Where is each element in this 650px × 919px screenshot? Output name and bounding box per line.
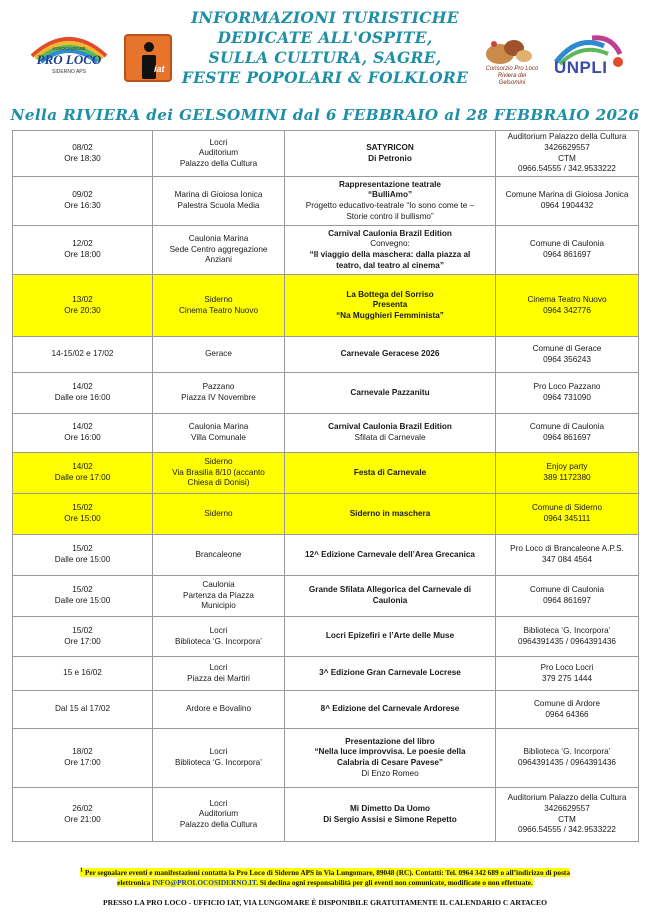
event-date	[13, 788, 153, 842]
event-date-line: 15/02	[72, 625, 93, 635]
event-place-line: Caulonia Marina	[188, 234, 249, 244]
event-title	[285, 275, 496, 337]
event-date-line: 09/02	[72, 190, 93, 200]
title-line: DEDICATE ALL'OSPITE,	[217, 28, 433, 47]
event-contact-line: 0964391435 / 0964391436	[518, 758, 616, 767]
event-date-line: Ore 16:30	[64, 201, 101, 210]
event-contact	[496, 373, 639, 414]
event-place-line: Cinema Teatro Nuovo	[178, 305, 259, 315]
pro-loco-logo	[26, 26, 112, 82]
event-title	[285, 414, 496, 453]
event-date-line: 13/02	[72, 294, 93, 304]
event-date-line: 14-15/02 e 17/02	[51, 349, 114, 359]
event-place-line: Brancaleone	[195, 549, 242, 559]
event-contact-line: 0964 1904432	[540, 201, 594, 210]
event-place-line: Locri	[209, 137, 228, 147]
event-place-line: Siderno	[204, 457, 233, 467]
event-date-line: 15/02	[72, 544, 93, 554]
event-title-line: Carnival Caulonia Brazil Edition	[328, 422, 452, 432]
event-date-line: 08/02	[72, 142, 93, 152]
event-date-line: 12/02	[72, 239, 93, 249]
event-place	[153, 576, 285, 617]
unpli-logo	[548, 32, 628, 84]
event-place-line: Villa Comunale	[191, 433, 246, 442]
event-title	[285, 337, 496, 373]
event-contact	[496, 576, 639, 617]
event-contact	[496, 453, 639, 494]
footer-text-3: . Si declina ogni responsabilità per gli eventi non comunicate, modificate o non effettuate.	[256, 878, 533, 888]
event-contact	[496, 131, 639, 177]
event-date-line: Dal 15 al 17/02	[54, 704, 111, 714]
event-date-line: Ore 15:00	[64, 514, 101, 523]
event-contact-line: Pro Loco Pazzano	[533, 382, 601, 392]
event-date	[13, 691, 153, 729]
event-title-line: 8^ Edizione del Carnevale Ardorese	[320, 704, 460, 714]
event-place-line: Gerace	[205, 349, 232, 359]
event-place-line: Auditorium	[198, 148, 239, 158]
event-date	[13, 414, 153, 453]
event-date	[13, 275, 153, 337]
event-date	[13, 494, 153, 535]
event-contact-line: Comune di Caulonia	[529, 585, 605, 595]
event-contact-line: Biblioteca ‘G. Incorpora’	[523, 747, 611, 757]
event-place	[153, 617, 285, 657]
event-contact-line: Comune di Caulonia	[529, 422, 605, 432]
event-title-line: Caulonia	[372, 596, 408, 605]
event-title-line: Storie contro il bullismo”	[346, 211, 434, 221]
event-place-line: Locri	[209, 798, 228, 808]
event-row	[13, 535, 639, 576]
events-table	[12, 130, 639, 842]
event-date-line: Ore 17:00	[64, 758, 101, 767]
event-contact-line: Comune di Gerace	[532, 343, 602, 353]
event-place-line: Biblioteca ‘G. Incorpora’	[175, 758, 262, 767]
footer-note	[8, 866, 642, 888]
event-row	[13, 494, 639, 535]
event-place-line: Palazzo della Cultura	[179, 819, 258, 829]
event-date-line: Ore 20:30	[64, 305, 101, 315]
event-contact-line: Auditorium Palazzo della Cultura	[507, 132, 627, 142]
event-row	[13, 177, 639, 226]
event-title	[285, 729, 496, 788]
event-row	[13, 414, 639, 453]
event-place	[153, 275, 285, 337]
event-date-line: 18/02	[72, 747, 93, 757]
title-line: SULLA CULTURA, SAGRE,	[208, 48, 442, 67]
event-contact-line: 0964 345111	[543, 514, 591, 523]
event-place	[153, 729, 285, 788]
event-date	[13, 729, 153, 788]
event-place	[153, 788, 285, 842]
unpli-logo-text: UNPLI	[554, 58, 608, 77]
event-place	[153, 131, 285, 177]
event-place	[153, 691, 285, 729]
event-row	[13, 617, 639, 657]
event-contact	[496, 494, 639, 535]
event-title-line: Festa di Carnevale	[353, 467, 427, 477]
event-place-line: Pazzano	[202, 382, 235, 392]
event-row	[13, 226, 639, 275]
event-place	[153, 337, 285, 373]
event-contact-line: Comune Marina di Gioiosa Jonica	[505, 190, 629, 200]
event-place-line: Locri	[209, 625, 228, 635]
event-place-line: Anziani	[205, 255, 232, 265]
event-contact	[496, 691, 639, 729]
event-place-line: Piazza IV Novembre	[181, 393, 256, 402]
iat-logo	[124, 34, 172, 82]
event-title-line: teatro, dal teatro al cinema”	[336, 260, 444, 270]
event-contact-line: 0964 342776	[543, 305, 591, 315]
event-date-line: Ore 18:00	[64, 250, 101, 259]
event-contact-line: 0964 861697	[543, 433, 591, 442]
event-place-line: Sede Centro aggregazione	[169, 244, 268, 254]
event-date-line: 26/02	[72, 803, 93, 813]
event-contact-line: 379 275 1444	[541, 673, 593, 683]
event-title-line: Siderno in maschera	[349, 508, 431, 518]
event-title-line: 3^ Edizione Gran Carnevale Locrese	[319, 668, 461, 678]
event-title-line: Mi Dimetto Da Uomo	[349, 803, 431, 813]
event-place	[153, 535, 285, 576]
event-date	[13, 535, 153, 576]
event-title	[285, 657, 496, 691]
event-place-line: Palestra Scuola Media	[177, 201, 260, 210]
iat-logo-text: iat	[154, 64, 165, 74]
event-title-line: Carnevale Pazzanitu	[350, 387, 430, 397]
event-date-line: Ore 16:00	[64, 433, 101, 442]
event-place-line: Via Brasilia 8/10 (accanto	[172, 467, 265, 477]
event-date-line: Dalle ore 17:00	[54, 473, 111, 482]
event-title	[285, 226, 496, 275]
event-title-line: “Nella luce improvvisa. Le poesie della	[314, 747, 466, 757]
event-place-line: Biblioteca ‘G. Incorpora’	[175, 636, 262, 646]
event-title-line: Sfilata di Carnevale	[354, 433, 426, 442]
event-row	[13, 131, 639, 177]
event-contact-line: 0964 64366	[545, 709, 589, 719]
event-place-line: Caulonia	[202, 580, 235, 590]
event-title-line: 12^ Edizione Carnevale dell’Area Grecanica	[305, 549, 475, 559]
event-place-line: Locri	[209, 662, 228, 672]
event-contact-line: 0964 861697	[543, 596, 591, 605]
event-place-line: Palazzo della Cultura	[179, 158, 258, 168]
event-contact	[496, 729, 639, 788]
event-date-line: Ore 18:30	[64, 153, 101, 163]
event-contact	[496, 226, 639, 275]
event-place	[153, 657, 285, 691]
event-contact-line: Auditorium Palazzo della Cultura	[507, 793, 627, 803]
event-row	[13, 691, 639, 729]
event-date-line: Dalle ore 15:00	[54, 596, 111, 605]
event-title-line: “BulliAmo”	[367, 190, 413, 200]
footer-email-link[interactable]: INFO@PROLOCOSIDERNO.IT	[152, 878, 257, 888]
event-date	[13, 617, 153, 657]
event-title	[285, 494, 496, 535]
consorzio-logo-text: Consorzio Pro Loco Riviera dei Gelsomini	[485, 66, 539, 86]
event-date-line: 15 e 16/02	[63, 668, 102, 678]
event-title-line: Di Sergio Assisi e Simone Repetto	[323, 814, 457, 824]
event-date-line: 15/02	[72, 585, 93, 595]
pro-loco-logo-top: ASSOCIAZIONE	[52, 46, 86, 51]
event-contact-line: Comune di Siderno	[531, 503, 603, 513]
event-title-line: SATYRICON	[366, 142, 414, 152]
event-place-line: Municipio	[201, 601, 236, 611]
event-row	[13, 729, 639, 788]
event-contact-line: Comune di Ardore	[534, 698, 600, 708]
footer-bottom-line: PRESSO LA PRO LOCO - UFFICIO IAT, VIA LUNGOMARE È DISPONIBILE GRATUITAMENTE IL CALENDARIO C ARTACEO	[102, 898, 548, 907]
event-date-line: 14/02	[72, 462, 93, 472]
event-title-line: Di Enzo Romeo	[361, 768, 419, 778]
title-line: FESTE POPOLARI & FOLKLORE	[181, 68, 469, 87]
event-date-line: 14/02	[72, 382, 93, 392]
event-title	[285, 453, 496, 494]
event-contact	[496, 275, 639, 337]
page-title	[180, 8, 470, 88]
event-place-line: Marina di Gioiosa Ionica	[174, 190, 263, 200]
iat-dot	[144, 42, 154, 52]
event-row	[13, 453, 639, 494]
event-contact-line: Comune di Caulonia	[529, 239, 605, 249]
event-date-line: Ore 21:00	[64, 814, 101, 824]
event-date-line: Dalle ore 15:00	[54, 555, 111, 564]
event-contact	[496, 617, 639, 657]
event-row	[13, 337, 639, 373]
event-place	[153, 494, 285, 535]
event-date	[13, 576, 153, 617]
event-title-line: “Il viaggio della maschera: dalla piazza al	[309, 250, 471, 259]
event-date	[13, 337, 153, 373]
event-row	[13, 275, 639, 337]
event-place-line: Partenza da Piazza	[182, 590, 254, 600]
event-row	[13, 576, 639, 617]
event-contact-line: 0964 861697	[543, 250, 591, 259]
event-title-line: Carnevale Geracese 2026	[340, 349, 440, 359]
event-date	[13, 131, 153, 177]
event-title	[285, 535, 496, 576]
event-contact-line: Pro Loco Locri	[540, 662, 594, 672]
event-place-line: Locri	[209, 747, 228, 757]
event-date	[13, 177, 153, 226]
event-contact-line: 0964391435 / 0964391436	[518, 636, 616, 646]
event-contact-line: 3426629557	[544, 142, 590, 152]
event-title	[285, 373, 496, 414]
event-place-line: Chiesa di Donisi)	[187, 478, 250, 488]
event-place-line: Siderno	[204, 508, 233, 518]
pro-loco-logo-main: PRO LOCO	[36, 52, 102, 67]
event-contact-line: 3426629557	[544, 803, 590, 813]
event-contact	[496, 337, 639, 373]
event-place	[153, 414, 285, 453]
event-contact-line: 347 084 4564	[541, 555, 593, 564]
footer-text-2: elettronica	[117, 878, 153, 888]
event-date-line: 14/02	[72, 422, 93, 432]
event-title-line: “Na Mugghieri Femminista”	[336, 310, 444, 320]
event-place-line: Ardore e Bovalino	[185, 704, 252, 714]
event-place	[153, 177, 285, 226]
event-contact-line: CTM	[558, 153, 576, 163]
event-contact	[496, 657, 639, 691]
event-date	[13, 373, 153, 414]
event-date-line: Dalle ore 16:00	[54, 393, 111, 402]
footnote-mark: 1	[80, 868, 84, 874]
event-contact-line: Enjoy party	[546, 462, 588, 472]
event-title	[285, 691, 496, 729]
event-title-line: Locri Epizefiri e l’Arte delle Muse	[325, 631, 455, 641]
event-contact-line: 389 1172380	[543, 473, 591, 482]
event-contact-line: 0966.54555 / 342.9533222	[518, 825, 616, 835]
event-title-line: Di Petronio	[368, 153, 412, 163]
event-title-line: Presentazione del libro	[345, 736, 435, 746]
event-contact-line: 0964 356243	[543, 354, 591, 364]
event-contact-line: Cinema Teatro Nuovo	[527, 294, 607, 304]
event-title-line: Convegno:	[370, 239, 410, 249]
event-title-line: Carnival Caulonia Brazil Edition	[328, 228, 452, 238]
event-contact	[496, 788, 639, 842]
event-place	[153, 226, 285, 275]
pro-loco-logo-sub: SIDERNO APS	[52, 69, 86, 75]
event-title	[285, 788, 496, 842]
event-place-line: Piazza dei Martiri	[187, 673, 250, 683]
event-title-line: La Bottega del Sorriso	[346, 289, 434, 299]
event-contact-line: 0964 731090	[543, 393, 591, 402]
event-title	[285, 576, 496, 617]
event-title-line: Presenta	[372, 300, 408, 310]
event-row	[13, 657, 639, 691]
event-date	[13, 657, 153, 691]
event-row	[13, 788, 639, 842]
event-date-line: Ore 17:00	[64, 636, 101, 646]
page-subtitle: Nella RIVIERA dei GELSOMINI dal 6 FEBBRAIO al 28 FEBBRAIO 2026	[10, 106, 640, 124]
event-contact-line: CTM	[558, 814, 576, 824]
event-title-line: Grande Sfilata Allegorica del Carnevale di	[308, 585, 472, 595]
event-contact-line: 0966.54555 / 342.9533222	[518, 164, 616, 174]
event-contact	[496, 535, 639, 576]
event-date-line: 15/02	[72, 503, 93, 513]
footer-text-1: Per segnalare eventi e manifestazioni contatta la Pro Loco di Siderno APS in Via Lungomare, 89048 (RC). Contatti: Tel. 0964 342 689 o all’indirizzo di posta	[83, 868, 570, 878]
event-contact-line: Biblioteca ‘G. Incorpora’	[523, 625, 611, 635]
event-place-line: Siderno	[204, 294, 233, 304]
event-contact	[496, 414, 639, 453]
event-row	[13, 373, 639, 414]
event-title	[285, 617, 496, 657]
event-title-line: Progetto educativo-teatrale “Io sono come te –	[305, 201, 475, 210]
consorzio-logo	[480, 30, 540, 86]
event-title-line: Rappresentazione teatrale	[339, 179, 441, 189]
event-date	[13, 453, 153, 494]
title-line: INFORMAZIONI TURISTICHE	[191, 8, 459, 27]
event-place-line: Caulonia Marina	[188, 422, 249, 432]
event-place	[153, 453, 285, 494]
event-contact	[496, 177, 639, 226]
event-place	[153, 373, 285, 414]
event-title	[285, 177, 496, 226]
event-date	[13, 226, 153, 275]
event-title	[285, 131, 496, 177]
event-contact-line: Pro Loco di Brancaleone A.P.S.	[510, 544, 624, 554]
event-title-line: Calabria di Cesare Pavese”	[336, 758, 444, 767]
footer-highlight	[80, 868, 570, 887]
page-header	[0, 0, 650, 124]
event-place-line: Auditorium	[198, 809, 239, 819]
